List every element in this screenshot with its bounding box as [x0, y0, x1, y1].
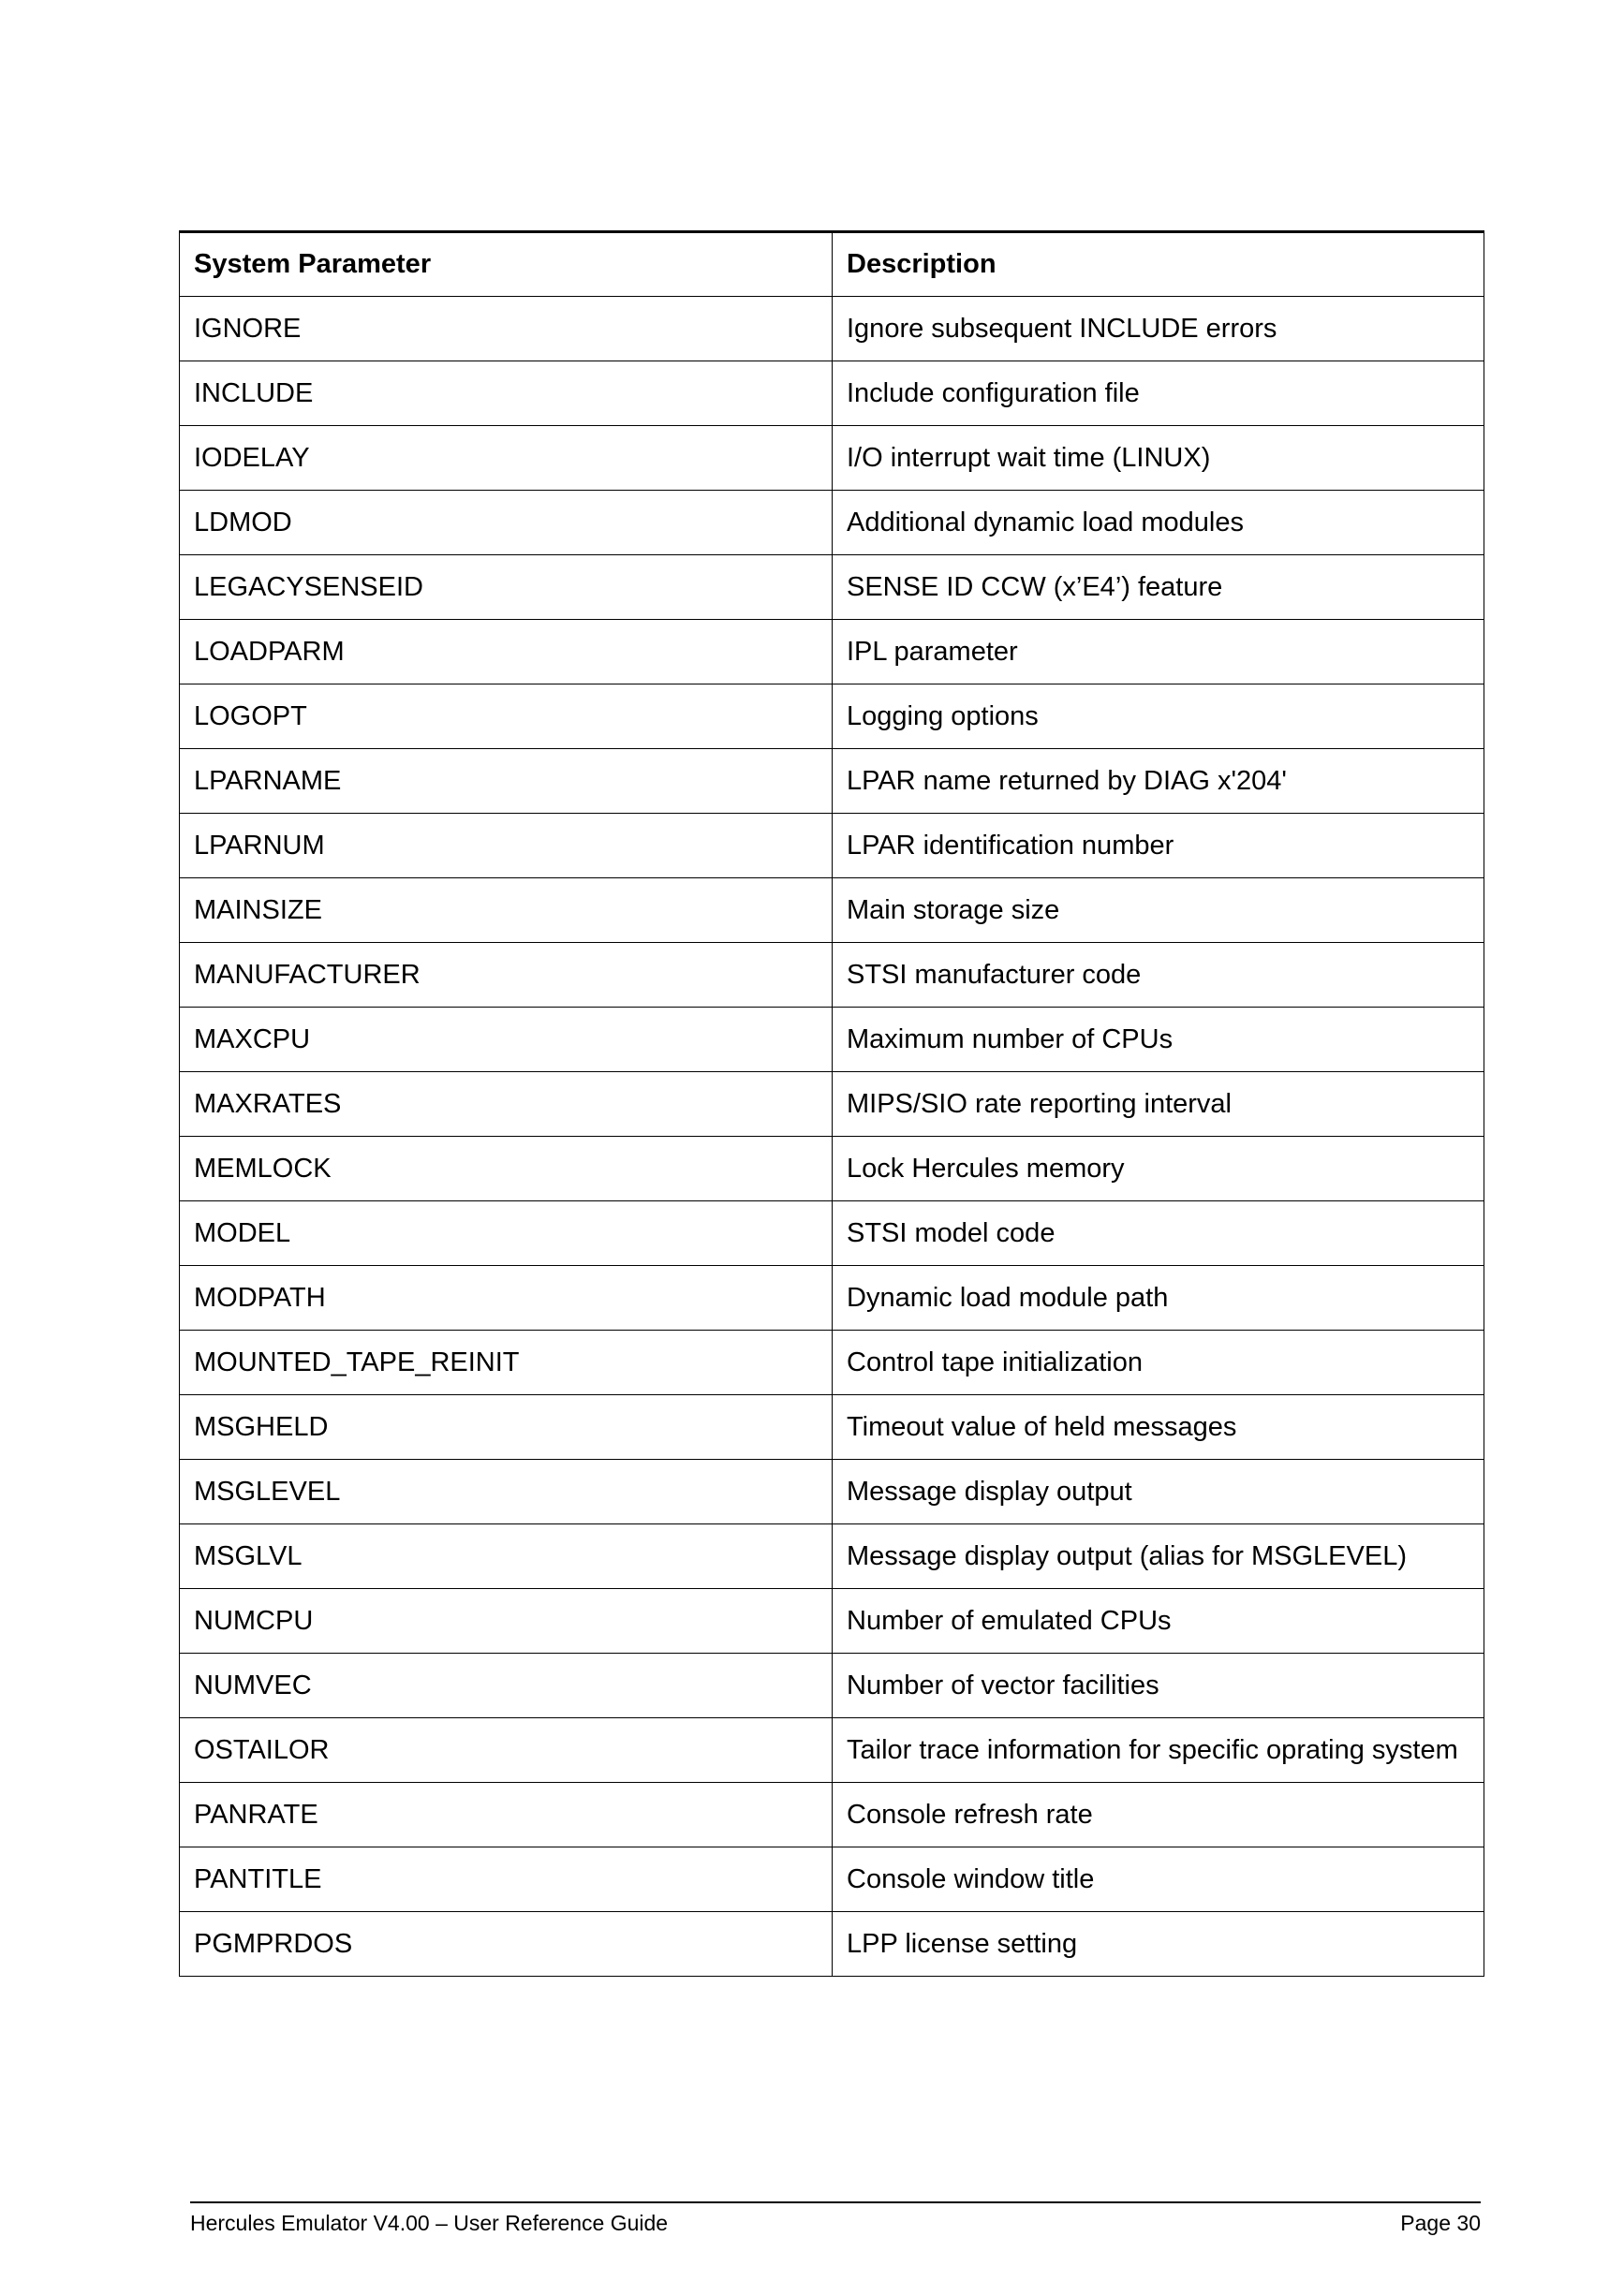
- parameter-description-cell: Control tape initialization: [833, 1331, 1484, 1395]
- parameter-description-cell: Message display output: [833, 1460, 1484, 1524]
- table-row: [180, 684, 1484, 749]
- parameter-name-cell: LPARNAME: [180, 749, 833, 814]
- table-row: [180, 1201, 1484, 1266]
- parameter-description-cell: Additional dynamic load modules: [833, 491, 1484, 555]
- parameter-name-cell: MODPATH: [180, 1266, 833, 1331]
- table-row: [180, 426, 1484, 491]
- table-row: [180, 620, 1484, 684]
- parameter-name-cell: MANUFACTURER: [180, 943, 833, 1008]
- table-header-row: [180, 232, 1484, 297]
- parameter-description-cell: SENSE ID CCW (x’E4’) feature: [833, 555, 1484, 620]
- parameter-name-cell: LOADPARM: [180, 620, 833, 684]
- parameter-description-cell: LPP license setting: [833, 1912, 1484, 1977]
- parameter-name-cell: MAINSIZE: [180, 878, 833, 943]
- table-row: [180, 1460, 1484, 1524]
- parameter-description-cell: STSI manufacturer code: [833, 943, 1484, 1008]
- parameter-description-cell: Dynamic load module path: [833, 1266, 1484, 1331]
- parameter-description-cell: IPL parameter: [833, 620, 1484, 684]
- parameter-name-cell: IODELAY: [180, 426, 833, 491]
- table-row: [180, 1783, 1484, 1847]
- parameter-name-cell: LPARNUM: [180, 814, 833, 878]
- parameter-name-cell: MAXCPU: [180, 1008, 833, 1072]
- table-row: [180, 1654, 1484, 1718]
- parameter-name-cell: MSGHELD: [180, 1395, 833, 1460]
- table-row: [180, 1718, 1484, 1783]
- table-row: [180, 1072, 1484, 1137]
- table-row: [180, 1266, 1484, 1331]
- table-row: [180, 1395, 1484, 1460]
- parameter-description-cell: STSI model code: [833, 1201, 1484, 1266]
- table-row: [180, 361, 1484, 426]
- table-body: [180, 297, 1484, 1977]
- parameter-description-cell: Lock Hercules memory: [833, 1137, 1484, 1201]
- parameter-description-cell: Include configuration file: [833, 361, 1484, 426]
- parameter-description-cell: Number of emulated CPUs: [833, 1589, 1484, 1654]
- parameter-description-cell: Maximum number of CPUs: [833, 1008, 1484, 1072]
- parameter-description-cell: Logging options: [833, 684, 1484, 749]
- parameter-name-cell: MAXRATES: [180, 1072, 833, 1137]
- parameter-description-cell: LPAR name returned by DIAG x'204': [833, 749, 1484, 814]
- parameter-description-cell: Number of vector facilities: [833, 1654, 1484, 1718]
- footer-page-number: Page 30: [1400, 2211, 1481, 2235]
- parameter-name-cell: MOUNTED_TAPE_REINIT: [180, 1331, 833, 1395]
- parameter-description-cell: Main storage size: [833, 878, 1484, 943]
- table-row: [180, 814, 1484, 878]
- table-row: [180, 1008, 1484, 1072]
- table-row: [180, 491, 1484, 555]
- table-row: [180, 943, 1484, 1008]
- parameter-name-cell: IGNORE: [180, 297, 833, 361]
- parameter-name-cell: LDMOD: [180, 491, 833, 555]
- table-row: [180, 1589, 1484, 1654]
- table-row: [180, 1912, 1484, 1977]
- parameter-name-cell: LOGOPT: [180, 684, 833, 749]
- column-header-description: Description: [833, 232, 1484, 297]
- parameter-name-cell: MSGLEVEL: [180, 1460, 833, 1524]
- parameter-description-cell: Console refresh rate: [833, 1783, 1484, 1847]
- parameter-name-cell: INCLUDE: [180, 361, 833, 426]
- table-row: [180, 1524, 1484, 1589]
- table-row: [180, 555, 1484, 620]
- parameter-name-cell: PANRATE: [180, 1783, 833, 1847]
- table-row: [180, 1331, 1484, 1395]
- parameter-description-cell: I/O interrupt wait time (LINUX): [833, 426, 1484, 491]
- parameter-name-cell: PANTITLE: [180, 1847, 833, 1912]
- parameter-name-cell: MSGLVL: [180, 1524, 833, 1589]
- parameter-description-cell: LPAR identification number: [833, 814, 1484, 878]
- parameter-name-cell: OSTAILOR: [180, 1718, 833, 1783]
- parameter-name-cell: LEGACYSENSEID: [180, 555, 833, 620]
- parameter-description-cell: Ignore subsequent INCLUDE errors: [833, 297, 1484, 361]
- parameter-name-cell: PGMPRDOS: [180, 1912, 833, 1977]
- parameter-description-cell: Console window title: [833, 1847, 1484, 1912]
- parameter-description-cell: Message display output (alias for MSGLEVEL): [833, 1524, 1484, 1589]
- parameter-name-cell: NUMCPU: [180, 1589, 833, 1654]
- footer-document-title: Hercules Emulator V4.00 – User Reference Guide: [190, 2211, 669, 2235]
- table-row: [180, 1847, 1484, 1912]
- parameter-name-cell: NUMVEC: [180, 1654, 833, 1718]
- table-row: [180, 878, 1484, 943]
- parameter-name-cell: MEMLOCK: [180, 1137, 833, 1201]
- system-parameter-table: [179, 230, 1484, 1977]
- column-header-parameter: System Parameter: [180, 232, 833, 297]
- parameter-description-cell: Tailor trace information for specific oprating system: [833, 1718, 1484, 1783]
- parameter-name-cell: MODEL: [180, 1201, 833, 1266]
- parameter-description-cell: MIPS/SIO rate reporting interval: [833, 1072, 1484, 1137]
- page-footer: [190, 2201, 1481, 2237]
- table-row: [180, 1137, 1484, 1201]
- parameter-description-cell: Timeout value of held messages: [833, 1395, 1484, 1460]
- table-row: [180, 749, 1484, 814]
- table-row: [180, 297, 1484, 361]
